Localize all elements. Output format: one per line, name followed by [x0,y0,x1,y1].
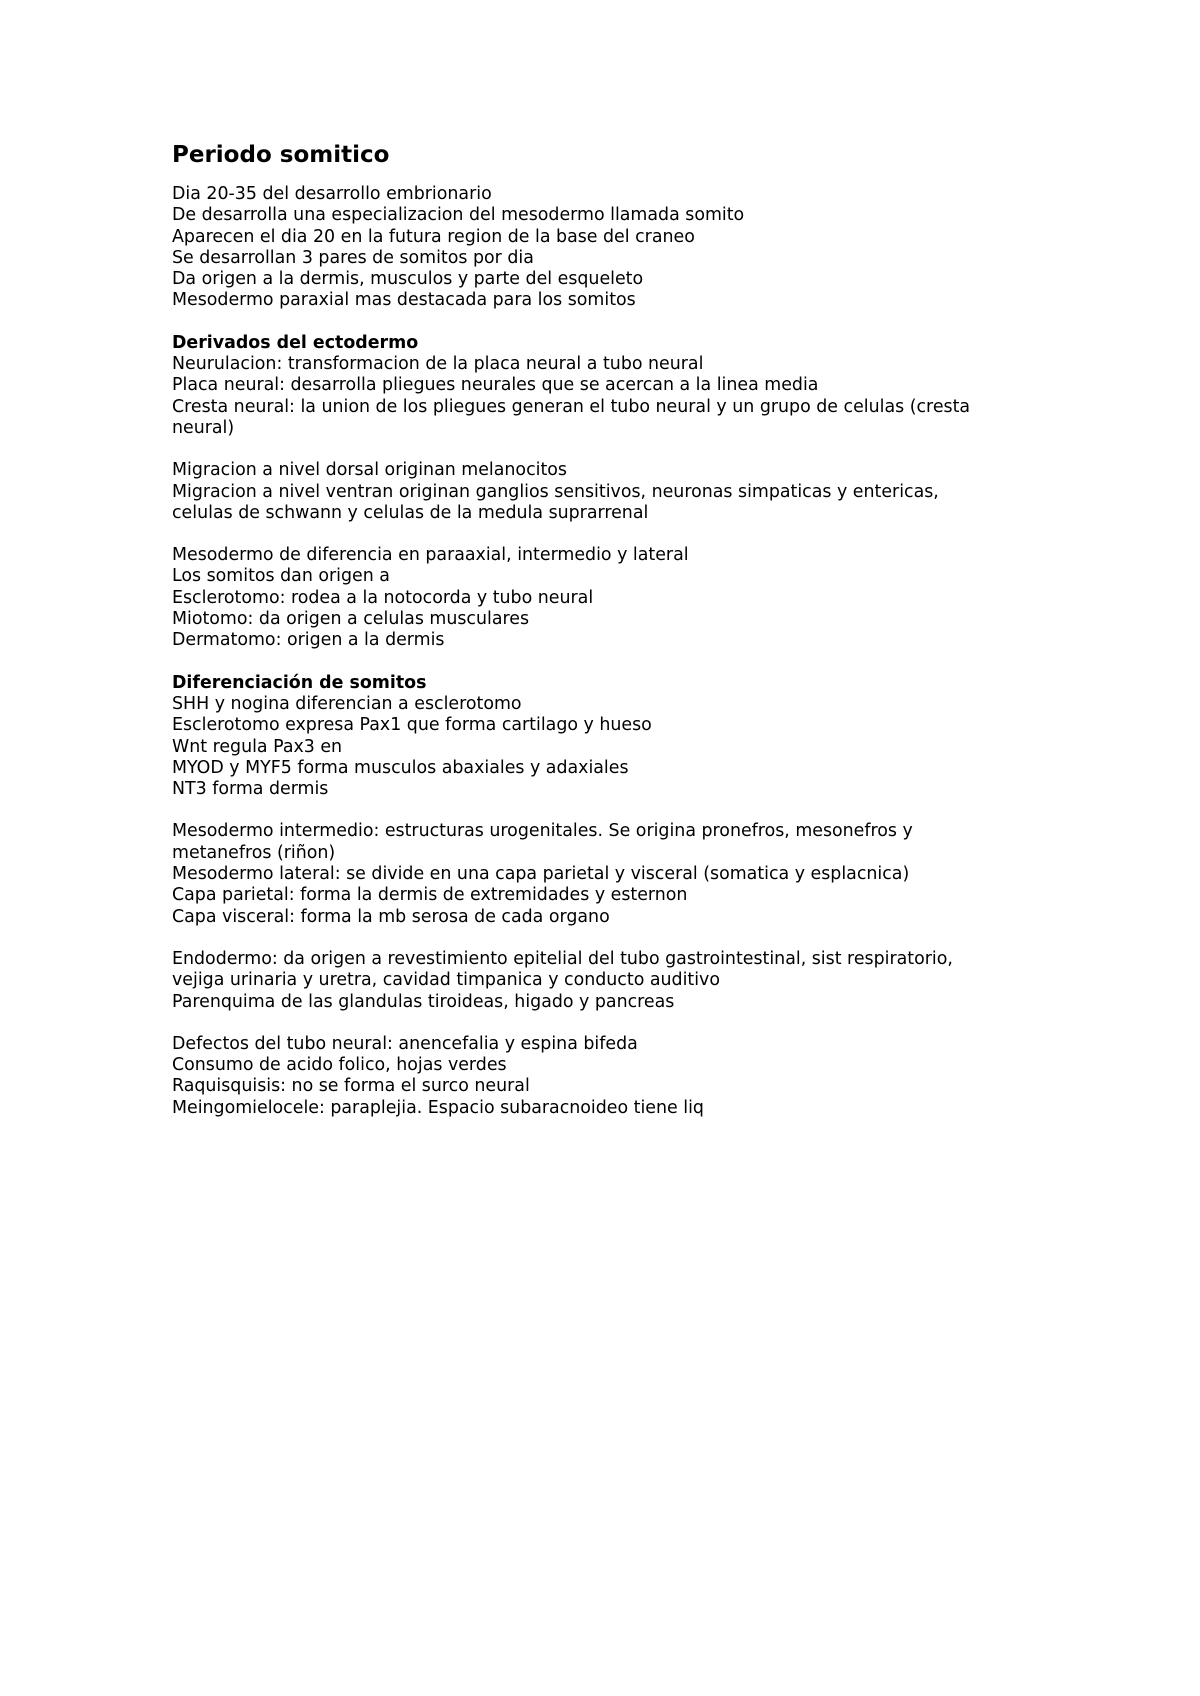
text-line: Se desarrollan 3 pares de somitos por dia [172,247,534,268]
mesodermo-section [172,545,1072,651]
text-line: MYOD y MYF5 forma musculos abaxiales y adaxiales [172,757,629,778]
text-line: vejiga urinaria y uretra, cavidad timpanica y conducto auditivo [172,970,720,991]
endodermo-section [172,949,1072,1013]
text-line: Defectos del tubo neural: anencefalia y espina bifeda [172,1033,638,1054]
section-heading: Diferenciación de somitos [172,672,427,693]
text-line: Parenquima de las glandulas tiroideas, higado y pancreas [172,991,675,1012]
text-line: Capa parietal: forma la dermis de extremidades y esternon [172,885,688,906]
paragraph-spacer [172,524,1072,545]
text-line: Meingomielocele: paraplejia. Espacio subaracnoideo tiene liq [172,1097,704,1118]
text-line: Capa visceral: forma la mb serosa de cada organo [172,906,610,927]
paragraph-spacer [172,439,1072,460]
text-line: Dermatomo: origen a la dermis [172,630,445,651]
text-line: Mesodermo lateral: se divide en una capa parietal y visceral (somatica y esplacnica) [172,864,910,885]
paragraph-spacer [172,928,1072,949]
text-line: Consumo de acido folico, hojas verdes [172,1055,507,1076]
text-line: Endodermo: da origen a revestimiento epitelial del tubo gastrointestinal, sist respiratorio, [172,948,953,969]
text-line: Aparecen el dia 20 en la futura region de la base del craneo [172,226,695,247]
text-line: neural) [172,417,235,438]
intro-section [172,184,1072,312]
text-line: Raquisquisis: no se forma el surco neural [172,1076,530,1097]
text-line: celulas de schwann y celulas de la medula suprarrenal [172,502,649,523]
text-line: Da origen a la dermis, musculos y parte del esqueleto [172,269,644,290]
text-line: Neurulacion: transformacion de la placa neural a tubo neural [172,354,704,375]
text-line: Los somitos dan origen a [172,566,390,587]
text-line: Migracion a nivel ventran originan ganglios sensitivos, neuronas simpaticas y entericas, [172,481,939,502]
text-line: SHH y nogina diferencian a esclerotomo [172,693,522,714]
text-line: Miotomo: da origen a celulas musculares [172,609,530,630]
paragraph-spacer [172,1013,1072,1034]
ectodermo-section [172,333,1072,439]
defectos-section [172,1034,1072,1119]
text-line: Mesodermo paraxial mas destacada para los somitos [172,290,636,311]
document-title: Periodo somitico [172,142,390,168]
text-line: Migracion a nivel dorsal originan melanocitos [172,460,567,481]
text-line: Mesodermo de diferencia en paraaxial, intermedio y lateral [172,545,689,566]
migracion-section [172,460,1072,524]
intermedio-section [172,821,1072,927]
text-line: De desarrolla una especializacion del mesodermo llamada somito [172,205,745,226]
text-line: Mesodermo intermedio: estructuras urogenitales. Se origina pronefros, mesonefros y [172,821,913,842]
text-line: metanefros (riñon) [172,842,336,863]
text-line: Esclerotomo: rodea a la notocorda y tubo neural [172,587,594,608]
paragraph-spacer [172,800,1072,821]
document-page [172,140,1072,1119]
text-line: NT3 forma dermis [172,779,329,800]
text-line: Wnt regula Pax3 en [172,736,343,757]
text-line: Esclerotomo expresa Pax1 que forma cartilago y hueso [172,715,652,736]
diferenciacion-section [172,673,1072,801]
text-line: Dia 20-35 del desarrollo embrionario [172,184,492,204]
section-heading: Derivados del ectodermo [172,332,419,353]
paragraph-spacer [172,312,1072,333]
text-line: Placa neural: desarrolla pliegues neurales que se acercan a la linea media [172,375,819,396]
text-line: Cresta neural: la union de los pliegues generan el tubo neural y un grupo de celulas (cresta [172,396,971,417]
paragraph-spacer [172,652,1072,673]
